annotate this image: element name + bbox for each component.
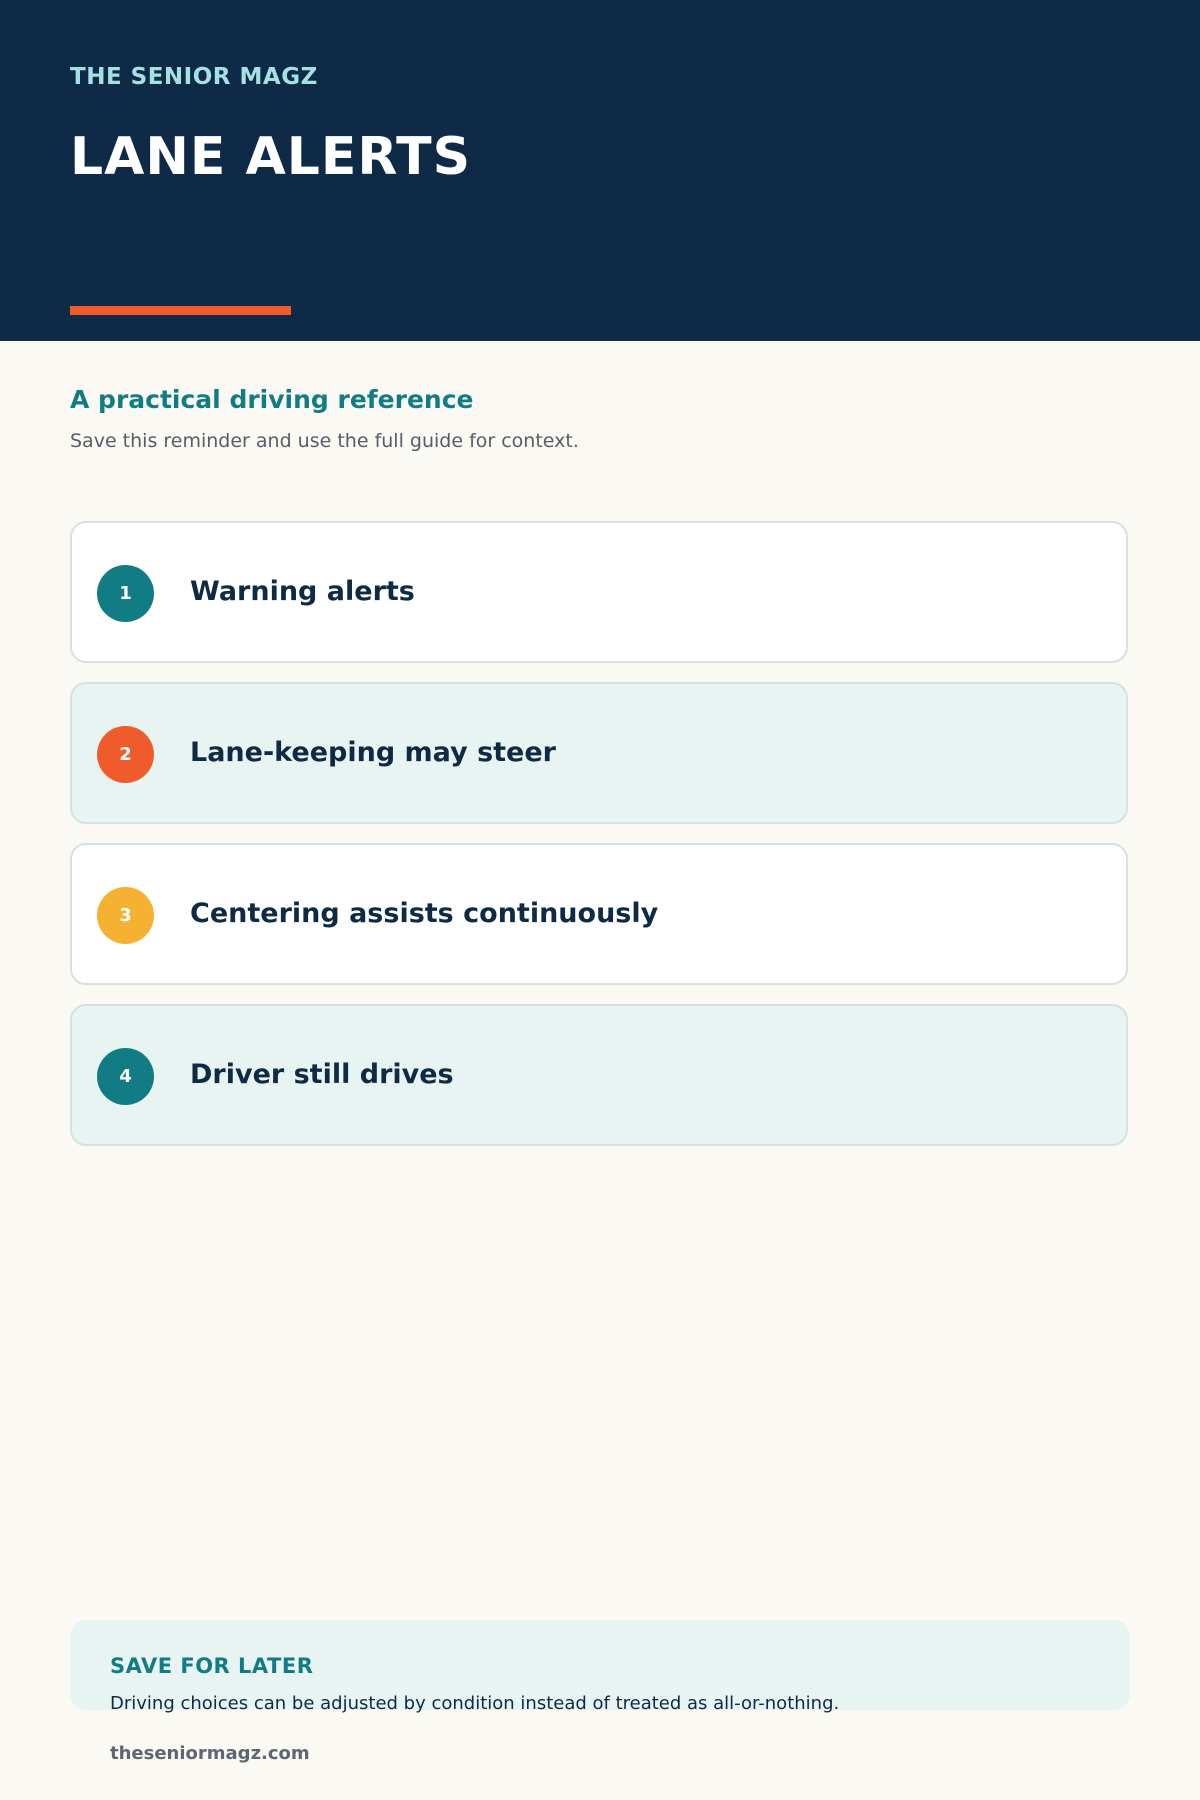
save-for-later-text: Driving choices can be adjusted by condition instead of treated as all-or-nothing.	[110, 1693, 840, 1714]
accent-divider	[70, 306, 291, 315]
site-url[interactable]: theseniormagz.com	[110, 1743, 310, 1764]
item-label: Driver still drives	[190, 1059, 454, 1090]
item-label: Centering assists continuously	[190, 898, 659, 929]
list-item-3	[70, 843, 1128, 985]
intro-text: Save this reminder and use the full guide for context.	[70, 430, 579, 452]
section-subtitle: A practical driving reference	[70, 385, 474, 414]
save-for-later-heading: SAVE FOR LATER	[110, 1654, 314, 1678]
list-item-2	[70, 682, 1128, 824]
number-badge: 4	[97, 1048, 154, 1105]
header-banner	[0, 0, 1200, 341]
number-badge: 3	[97, 887, 154, 944]
item-label: Warning alerts	[190, 576, 415, 607]
number-badge: 2	[97, 726, 154, 783]
number-badge: 1	[97, 565, 154, 622]
item-label: Lane-keeping may steer	[190, 737, 556, 768]
page-title: LANE ALERTS	[70, 127, 472, 187]
list-item-1	[70, 521, 1128, 663]
brand-name: THE SENIOR MAGZ	[70, 64, 318, 90]
list-item-4	[70, 1004, 1128, 1146]
